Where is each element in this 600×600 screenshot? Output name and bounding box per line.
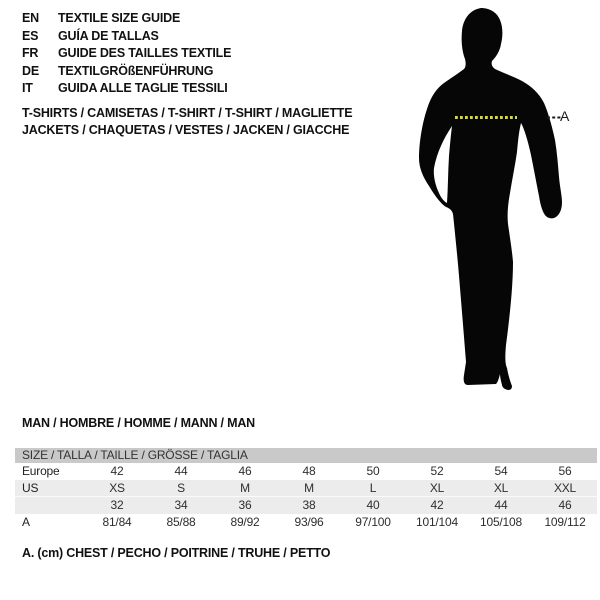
language-row bbox=[22, 10, 231, 28]
table-cell: 34 bbox=[174, 498, 188, 512]
language-title: GUIDE DES TAILLES TEXTILE bbox=[58, 46, 232, 60]
language-row bbox=[22, 28, 231, 46]
table-cell: 85/88 bbox=[166, 515, 196, 529]
table-cell: XS bbox=[109, 481, 125, 495]
table-cell: 46 bbox=[238, 464, 252, 478]
table-cell: 89/92 bbox=[230, 515, 260, 529]
table-cell: 46 bbox=[558, 498, 572, 512]
table-row-chest bbox=[15, 514, 597, 531]
table-cell: XL bbox=[429, 481, 445, 495]
table-cell: 97/100 bbox=[355, 515, 391, 529]
table-cell: M bbox=[240, 481, 250, 495]
language-row bbox=[22, 63, 231, 81]
measurement-label-a: A bbox=[560, 108, 570, 124]
language-row bbox=[22, 45, 231, 63]
language-list bbox=[22, 10, 231, 98]
table-cell: 50 bbox=[366, 464, 380, 478]
table-row-us-numbers bbox=[15, 497, 597, 514]
category-line-tshirts: T-SHIRTS / CAMISETAS / T-SHIRT / T-SHIRT / MAGLIETTE bbox=[22, 106, 353, 120]
table-cell: 93/96 bbox=[294, 515, 324, 529]
table-cell: 44 bbox=[494, 498, 508, 512]
language-title: GUIDA ALLE TAGLIE TESSILI bbox=[58, 81, 228, 95]
table-cell: 42 bbox=[430, 498, 444, 512]
table-header: SIZE / TALLA / TAILLE / GRÖSSE / TAGLIA bbox=[15, 448, 597, 463]
table-cell: 42 bbox=[110, 464, 124, 478]
table-cell: 52 bbox=[430, 464, 444, 478]
language-title: TEXTILGRÖßENFÜHRUNG bbox=[58, 63, 214, 78]
table-cell: 54 bbox=[494, 464, 508, 478]
table-cell: S bbox=[177, 481, 185, 495]
table-cell: 56 bbox=[558, 464, 572, 478]
language-code: DE bbox=[22, 63, 39, 78]
size-table bbox=[15, 448, 597, 531]
table-cell: 109/112 bbox=[544, 515, 586, 529]
table-cell: 40 bbox=[366, 498, 380, 512]
category-line-jackets: JACKETS / CHAQUETAS / VESTES / JACKEN / GIACCHE bbox=[22, 122, 350, 137]
table-cell: L bbox=[369, 481, 377, 495]
table-cell: 38 bbox=[302, 498, 316, 512]
table-row-us-letters bbox=[15, 480, 597, 497]
table-cell: M bbox=[304, 481, 314, 495]
row-label bbox=[15, 497, 85, 514]
language-row bbox=[22, 80, 231, 98]
category-block bbox=[22, 105, 352, 138]
row-label: US bbox=[22, 481, 39, 495]
section-title: MAN / HOMBRE / HOMME / MANN / MAN bbox=[22, 416, 255, 430]
table-cell: XXL bbox=[553, 481, 577, 495]
measurement-footnote: A. (cm) CHEST / PECHO / POITRINE / TRUHE / PETTO bbox=[22, 546, 331, 560]
row-label: Europe bbox=[22, 464, 60, 478]
language-code: IT bbox=[22, 81, 33, 95]
language-code: ES bbox=[22, 28, 39, 43]
man-silhouette-figure bbox=[410, 0, 600, 400]
row-label: A bbox=[22, 515, 30, 529]
table-cell: 81/84 bbox=[102, 515, 132, 529]
man-silhouette bbox=[419, 8, 562, 390]
table-cell: 48 bbox=[302, 464, 316, 478]
table-cell: XL bbox=[493, 481, 509, 495]
table-cell: 32 bbox=[110, 498, 124, 512]
table-cell: 36 bbox=[238, 498, 252, 512]
table-cell: 44 bbox=[174, 464, 188, 478]
table-cell: 105/108 bbox=[480, 515, 522, 529]
language-title: GUÍA DE TALLAS bbox=[58, 28, 159, 43]
language-code: FR bbox=[22, 46, 39, 60]
table-row-europe bbox=[15, 463, 597, 480]
table-cell: 101/104 bbox=[416, 515, 458, 529]
language-title: TEXTILE SIZE GUIDE bbox=[58, 11, 181, 25]
language-code: EN bbox=[22, 11, 39, 25]
